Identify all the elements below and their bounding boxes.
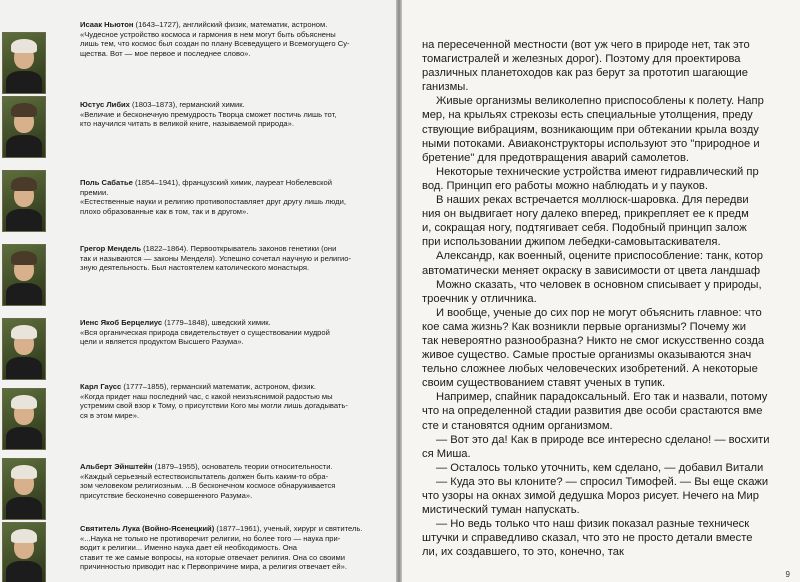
text-line: ствующие вибрациям, возникающим при обтекании крыла возду [422,123,759,136]
portrait-image [2,244,46,306]
text-line: Некоторые технические устройства имеют гидравлический пр [436,165,759,178]
bio-line: так и называются — законы Менделя). Успешно сочетал научную и религио- [80,253,352,263]
scientist-bio [80,244,380,273]
text-line: мер, на крыльях стрекозы есть специальные утолщения, преду [422,109,753,122]
text-line: — Куда это вы клоните? — спросил Тимофей. — Вы еще скажи [436,475,769,488]
bio-line: зную деятельность. Был настоятелем католического монастыря. [80,263,310,273]
scientist-name: Святитель Лука (Войно-Ясенецкий) [80,524,215,533]
text-line: Например, спайник парадоксальный. Его так и назвали, потому [436,391,768,404]
bio-line: «Величие и бесконечную премудрость Творца сможет постичь лишь тот, [80,109,337,119]
bio-dates: (1877–1961), ученый, хирург и святитель. [214,524,363,533]
text-line: — Но ведь только что наш физик показал разные техническ [436,518,750,531]
bio-dates: (1879–1955), основатель теории относительности. [152,462,333,471]
scientist-bio [80,20,380,58]
text-line: ными потоками. Авиаконструкторы используют это "природное и [422,137,760,150]
text-line: различных планетоходов как раз берут за прототип шагающие [422,67,748,80]
text-line: томагистралей и железных дорог). Поэтому для проектирова [422,53,741,66]
text-line: бретение" для предотвращения аварий самолетов. [422,151,690,164]
scientist-name: Альберт Эйнштейн [80,462,153,471]
scientist-name: Карл Гаусс [80,382,122,391]
bio-heading [80,244,380,254]
bio-heading [80,20,380,30]
bio-line: щества. Вот — мое первое и последнее слово». [80,48,251,58]
portrait-image [2,170,46,232]
bio-line: ставит те же самые вопросы, на которые отвечает религия. Она со своими [80,552,345,562]
bio-heading [80,178,380,188]
bio-line: «Чудесное устройство космоса и гармония в нем могут быть объяснены [80,29,336,39]
portrait-image [2,96,46,158]
right-page [402,0,800,582]
text-line: И вообще, ученые до сих пор не могут объяснить главное: что [436,306,762,319]
bio-line: «...Наука не только не противоречит религии, но более того — наука при- [80,533,341,543]
text-line: автоматически меняет окраску в зависимости от цвета ландшаф [422,264,761,277]
portrait-image [2,458,46,520]
bio-dates: (1643–1727), английский физик, математик, астроном. [133,20,328,29]
text-line: ганизмы. [422,81,469,94]
text-line: при использовании джипом лебедки-самовытаскивателя. [422,236,721,249]
bio-heading [80,318,380,328]
scientist-bio [80,524,380,572]
text-line: тельно сложнее любых человеческих изобретений. А некоторые [422,363,758,376]
right-page-text [422,38,800,559]
text-line: мистический туман напускать. [422,504,580,517]
bio-line: зом человеком религиозным. ...В бесконечном космосе обнаруживается [80,481,336,491]
text-line: своим существованием ставят ученых в тупик. [422,377,666,390]
portrait-image [2,318,46,380]
scientist-name: Иенс Якоб Берцелиус [80,318,163,327]
scientist-bio [80,462,380,500]
bio-line: «Вся органическая природа свидетельствует о существовании мудрой [80,327,330,337]
bio-line: присутствие бесконечно совершенного Разума». [80,490,253,500]
text-line: Живые организмы великолепно приспособлены к полету. Напр [436,95,764,108]
left-page [0,0,396,582]
bio-line: лишь тем, что космос был создан по плану Всеведущего и Всемогущего Су- [80,39,350,49]
page-number: 9 [785,570,790,579]
scientist-bio [80,318,380,347]
bio-line: причинностью приводит нас к Первопричине мира, а религия отвечает ей». [80,562,347,572]
portrait-image [2,32,46,94]
text-line: ся Миша. [422,447,471,460]
text-line: — Вот это да! Как в природе все интересно сделано! — восхити [436,433,770,446]
bio-line: ся в этом мире». [80,410,140,420]
text-line: живое существо. Самые простые организмы оказываются знач [422,349,752,362]
scientist-name: Грегор Мендель [80,244,141,253]
bio-dates: (1777–1855), германский математик, астроном, физик. [121,382,316,391]
text-line: так невероятно разнообразна? Никто не смог искусственно созда [422,334,765,347]
scientist-bio [80,100,380,129]
bio-dates: (1854–1941), французский химик, лауреат Нобелевской [132,178,333,187]
bio-line: цели и является продуктом Высшего Разума». [80,337,244,347]
text-line: Александр, как военный, оцените приспособление: танк, котор [436,250,763,263]
scientist-name: Исаак Ньютон [80,20,134,29]
bio-line: премии. [80,187,109,197]
text-line: что на определенной стадии развития две особи срастаются вме [422,405,763,418]
scientist-bio [80,382,380,420]
text-line: штучки и справедливо сказал, что это не просто детали вместе [422,532,753,545]
bio-dates: (1803–1873), германский химик. [129,100,245,109]
text-line: — Осталось только уточнить, кем сделано, — добавил Витали [436,461,764,474]
bio-line: «Когда придет наш последний час, с какой неизъяснимой радостью мы [80,391,333,401]
text-line: кое сама жизнь? Как возникли первые организмы? Почему жи [422,320,746,333]
text-line: Можно сказать, что человек в основном списывает у природы, [436,278,762,291]
bio-heading [80,100,380,110]
text-line: что узоры на окнах зимой дедушка Мороз рисует. Нечего на Мир [422,490,759,502]
portrait-image [2,388,46,450]
text-line: ния он выдвигает ногу далеко вперед, прикрепляет ее к предм [422,208,749,221]
text-line: ли, их создавшего, то это, конечно, так [422,546,624,559]
bio-heading [80,382,380,392]
scientist-bio [80,178,380,216]
bio-line: «Каждый серьезный естествоиспытатель должен быть каким-то обра- [80,471,329,481]
bio-heading [80,462,380,472]
scientist-name: Юстус Либих [80,100,130,109]
bio-dates: (1779–1848), шведский химик. [162,318,271,327]
scientist-name: Поль Сабатье [80,178,133,187]
bio-heading [80,524,380,534]
bio-line: водит к религии... Именно наука дает ей необходимость. Она [80,543,298,553]
text-line: на пересеченной местности (вот уж чего в природе нет, так это [422,39,750,51]
bio-dates: (1822–1864). Первооткрыватель законов генетики (они [141,244,337,253]
text-line: троечник у отличника. [422,292,537,305]
text-line: сте и становятся одним организмом. [422,419,613,432]
bio-line: плохо образованные как в том, так и в другом». [80,206,249,216]
text-line: и, сокращая ногу, подтягивает себя. Подобный принцип залож [422,222,747,235]
text-line: В наших реках встречается моллюск-шаровка. Для передви [436,194,749,207]
bio-line: «Естественные науки и религию противопоставляет друг другу лишь люди, [80,197,346,207]
text-line: вод. Принцип его работы можно наблюдать и у пауков. [422,179,708,192]
portrait-image [2,522,46,582]
bio-line: устремим свой взор к Тому, о присутствии Кого мы могли лишь догадывать- [80,401,348,411]
bio-line: кто научился читать в великой книге, называемой природа». [80,119,294,129]
